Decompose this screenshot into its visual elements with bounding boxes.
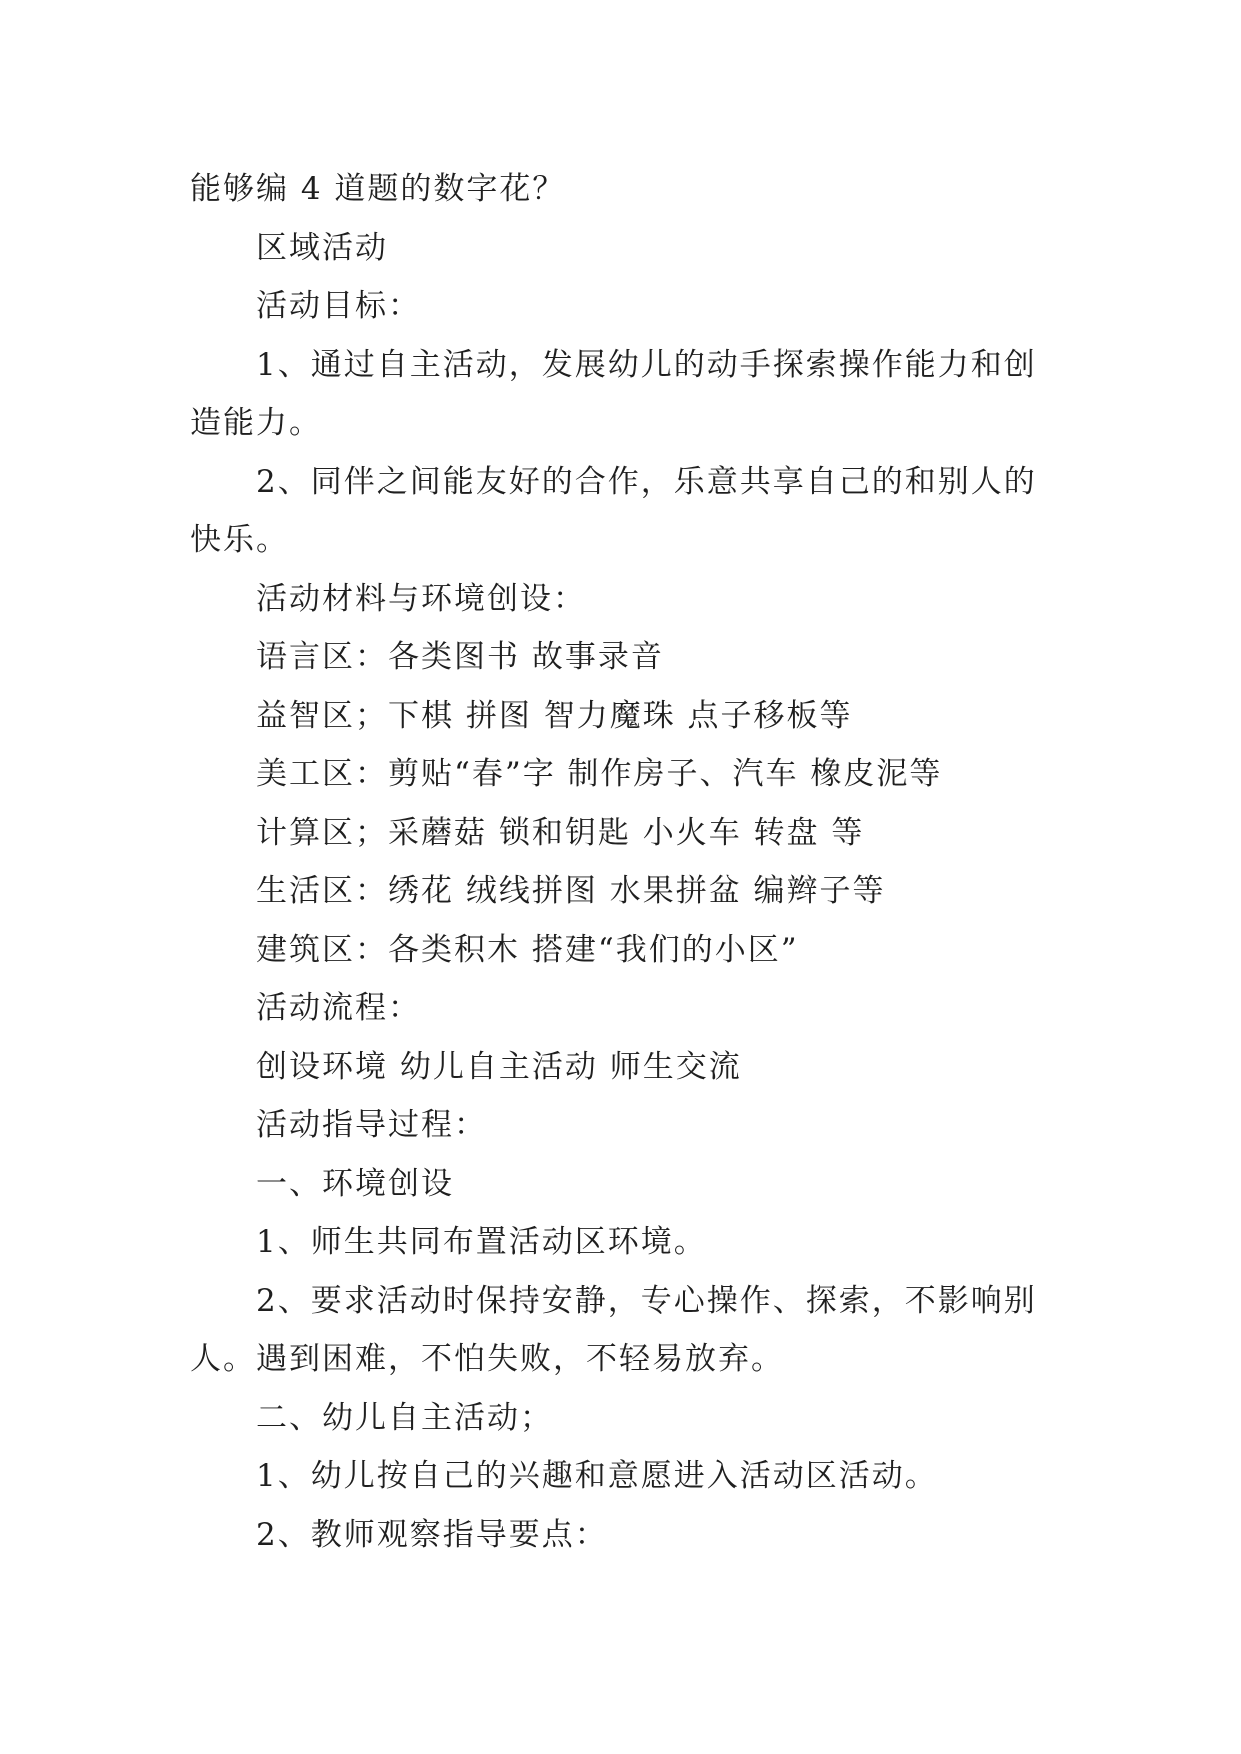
- section-heading: 一、环境创设: [256, 1165, 454, 1202]
- subheading: 活动流程：: [256, 990, 421, 1026]
- text-line: 快乐。: [190, 522, 289, 558]
- subheading: 活动目标：: [256, 288, 421, 324]
- text-line: 1、师生共同布置活动区环境。: [256, 1224, 707, 1260]
- text-line: 1、幼儿按自己的兴趣和意愿进入活动区活动。: [256, 1458, 938, 1494]
- list-item: 建筑区：各类积木 搭建“我们的小区”: [256, 931, 799, 968]
- section-heading: 区域活动: [256, 229, 388, 266]
- text-line: 造能力。: [190, 405, 322, 441]
- list-item: 生活区：绣花 绒线拼图 水果拼盆 编辫子等: [256, 873, 886, 909]
- list-item: 美工区：剪贴“春”字 制作房子、汽车 橡皮泥等: [256, 756, 943, 792]
- subheading: 活动材料与环境创设：: [256, 580, 586, 617]
- text-line: 人。遇到困难，不怕失败，不轻易放弃。: [190, 1341, 784, 1377]
- text-line: 创设环境 幼儿自主活动 师生交流: [256, 1048, 742, 1085]
- list-item: 语言区：各类图书 故事录音: [256, 639, 664, 675]
- document-body: [190, 160, 1052, 1564]
- text-line: 2、要求活动时保持安静，专心操作、探索，不影响别: [256, 1282, 1037, 1319]
- section-heading: 二、幼儿自主活动；: [256, 1399, 553, 1436]
- text-line: 2、同伴之间能友好的合作，乐意共享自己的和别人的: [256, 463, 1037, 500]
- text-line: 1、通过自主活动，发展幼儿的动手探索操作能力和创: [256, 346, 1037, 383]
- list-item: 益智区；下棋 拼图 智力魔珠 点子移板等: [256, 697, 853, 734]
- text-line: 2、教师观察指导要点：: [256, 1516, 608, 1553]
- list-item: 计算区；采蘑菇 锁和钥匙 小火车 转盘 等: [256, 814, 865, 851]
- text-line: 能够编 4 道题的数字花？: [190, 171, 566, 207]
- subheading: 活动指导过程：: [256, 1107, 487, 1143]
